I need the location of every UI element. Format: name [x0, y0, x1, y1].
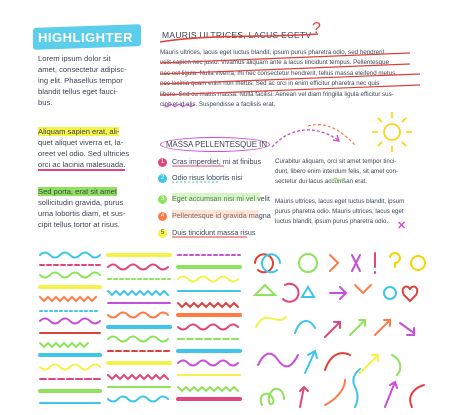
- page-title: HIGHLIGHTER: [38, 30, 134, 45]
- text-line: purus pharetra odio. Mauris ultrices, lacus eget: [275, 208, 404, 215]
- arrow-up-right-icon: [350, 320, 365, 335]
- squiggle-arrow-icon: [353, 369, 360, 407]
- curved-arrow-icon: [308, 125, 355, 145]
- text-line: blandit tellus eget fauci-: [38, 87, 118, 96]
- list-badge: 1: [158, 158, 167, 167]
- text-line: urna lobortis diam, et sus-: [38, 209, 126, 218]
- list-item: Eget accumsan nisi mi vel velit: [172, 194, 270, 203]
- list-item: Duis tincidunt massa risus: [172, 228, 256, 237]
- loop-arrow-icon: [261, 389, 284, 405]
- list-badge: 5: [158, 229, 167, 238]
- text-line: libero. Sed cu mattis massa. Nulla facilisi. Aenean vel diam fringilla ligula efficitur sus-: [160, 90, 394, 98]
- middle-heading: MASSA PELLENTESQUE IN: [166, 140, 267, 149]
- text-line: Lorem ipsum dolor sit: [38, 54, 111, 63]
- rotate-arrow-icon: [283, 284, 299, 302]
- stroke-column-1: [40, 253, 100, 404]
- list-badge: 4: [158, 212, 167, 221]
- curved-arrow-icon: [392, 355, 400, 375]
- curved-arrow-icon: [325, 380, 345, 405]
- text-line: nec est ligula. Nulla viverra, mi nec consectetur hendrerit, tellus massa eleifend metus,: [160, 69, 397, 77]
- text-line: nec lacinia quam enim non metus. Sed ac orci in enim efficitur pharetra nec quis: [160, 80, 380, 88]
- underlined-text-pink: orci ac lacinia malesuada.: [38, 160, 126, 169]
- list-item: Odio risus lobortis nisi: [172, 173, 243, 182]
- arrow-up-right-icon: [360, 355, 378, 373]
- text-line: velit sapien nec justo. Vivamus aliquam ante a lacus tincidunt tempus. Pellentesque: [160, 59, 389, 67]
- list-item: Pellentesque id gravida magna: [172, 211, 271, 220]
- text-line: amet, consectetur adipisc-: [38, 65, 127, 74]
- sun-icon: [411, 256, 425, 270]
- triangle-icon: [255, 285, 275, 295]
- list-item: Cras imperdiet, mi at finibus: [172, 157, 262, 166]
- strikethrough-mark: [160, 53, 410, 63]
- heart-icon: [403, 287, 418, 301]
- question-mark-icon: ?: [312, 20, 321, 37]
- chevron-icon: [330, 255, 338, 271]
- text-line: Mauris ultrices, lacus eget luctus blandit, ipsum: [275, 198, 405, 205]
- icon-grid: [255, 253, 425, 407]
- arrow-up-right-icon: [375, 320, 390, 335]
- arrow-up-icon: [305, 351, 317, 373]
- refresh-icon: [299, 254, 317, 272]
- curved-arrow-icon: [272, 130, 338, 147]
- strikethrough-mark: [160, 64, 410, 74]
- highlighted-text-green: Sed porta, erat sit amet: [38, 187, 117, 196]
- circle-icon: [384, 287, 396, 299]
- strikethrough-mark: [160, 85, 420, 95]
- stroke-column-3: [178, 255, 240, 399]
- text-line: Mauris ultrices, lacus eget luctus blandit, ipsum purus pharetra odio, sed hendrerit: [160, 49, 385, 56]
- stroke-column-2: [108, 255, 170, 402]
- arrow-right-icon: [330, 287, 346, 299]
- highlighted-text-yellow: Aliquam sapien erat, ali-: [38, 127, 120, 136]
- text-line: sectetur dui lacus accumsan erat.: [275, 178, 368, 185]
- curved-arrow-icon: [295, 321, 315, 333]
- curved-arrow-icon: [410, 385, 424, 407]
- curved-arrow-icon: [256, 317, 286, 327]
- text-line: sollicitudin gravida, purus: [38, 198, 124, 207]
- arrow-up-icon: [385, 382, 397, 407]
- top-heading: MAURIS ULTRICES, LACUS EGETV: [162, 30, 312, 40]
- text-line: Curabitur aliquam, orci sit amet tempor tinci-: [275, 158, 397, 165]
- text-line: ing elit. Phasellus tempor: [38, 76, 123, 85]
- strikethrough-mark: [160, 74, 420, 84]
- list-badge: 2: [158, 174, 167, 183]
- wavy-arrow-icon: [258, 354, 298, 367]
- highlight-mark: [172, 193, 260, 201]
- x-mark-icon: ✕: [397, 220, 407, 232]
- strikethrough-mark: [160, 34, 318, 42]
- check-underline-icon: [330, 178, 345, 181]
- text-line: bus.: [38, 98, 53, 107]
- arrow-down-right-icon: [400, 323, 414, 335]
- list-badge: 3: [158, 195, 167, 204]
- decoration-library: [0, 245, 450, 415]
- text-line: cipit tellus tortor at risus.: [38, 220, 120, 229]
- highlight-mark: [172, 210, 258, 218]
- text-line: oreet vel odio. Sed ultricies: [38, 149, 130, 158]
- arrow-up-icon: [300, 387, 308, 407]
- text-line: luctus blandit, ipsum purus pharetra odio.: [275, 218, 389, 225]
- sun-icon: [372, 112, 412, 152]
- wavy-underline: [163, 104, 195, 107]
- recycle-icon: [302, 287, 314, 297]
- question-icon: [390, 253, 400, 267]
- chevron-down-icon: [355, 285, 371, 293]
- arrow-up-right-icon: [325, 322, 340, 337]
- text-line: quet aliquet viverra et, la-: [38, 138, 124, 147]
- text-line: dunt, libero enim interdum felis, sit amet con-: [275, 168, 399, 175]
- curved-arrow-icon: [325, 353, 350, 370]
- text-line: cipit et id elis. Suspendisse a facilisis erat.: [160, 101, 276, 109]
- cross-icon: [352, 255, 360, 271]
